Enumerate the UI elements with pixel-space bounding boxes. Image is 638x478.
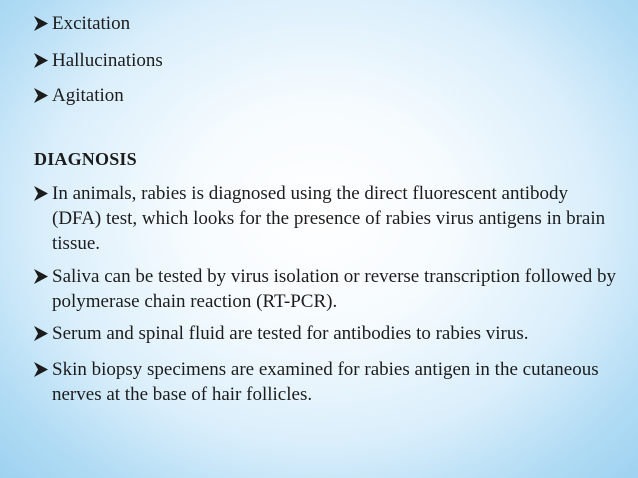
bullet-hallucinations [34,48,618,73]
bullet-text: Saliva can be tested by virus isolation or reverse transcription followed by polymerase chain reaction (RT-PCR). [52,266,617,312]
arrow-bullet-icon [34,321,52,346]
bullet-agitation [34,83,618,108]
arrow-bullet-icon [34,83,52,108]
bullet-text: Agitation [52,85,124,106]
arrow-bullet-icon [34,11,52,36]
bullet-text: Skin biopsy specimens are examined for rabies antigen in the cutaneous nerves at the base of hair follicles. [52,359,599,405]
bullet-text: Serum and spinal fluid are tested for antibodies to rabies virus. [52,323,529,344]
arrow-bullet-icon [34,48,52,73]
bullet-text: In animals, rabies is diagnosed using the direct fluorescent antibody (DFA) test, which looks for the presence of rabies virus antigens in brain tissue. [52,183,606,254]
bullet-excitation [34,11,618,36]
arrow-bullet-icon [34,181,52,206]
bullet-text: Hallucinations [52,50,163,71]
section-heading: DIAGNOSIS [34,149,137,169]
bullet-skin-biopsy [34,357,618,407]
bullet-serum [34,321,618,346]
bullet-text: Excitation [52,13,131,34]
arrow-bullet-icon [34,264,52,289]
bullet-dfa-test [34,181,618,256]
bullet-saliva [34,264,618,314]
arrow-bullet-icon [34,357,52,382]
